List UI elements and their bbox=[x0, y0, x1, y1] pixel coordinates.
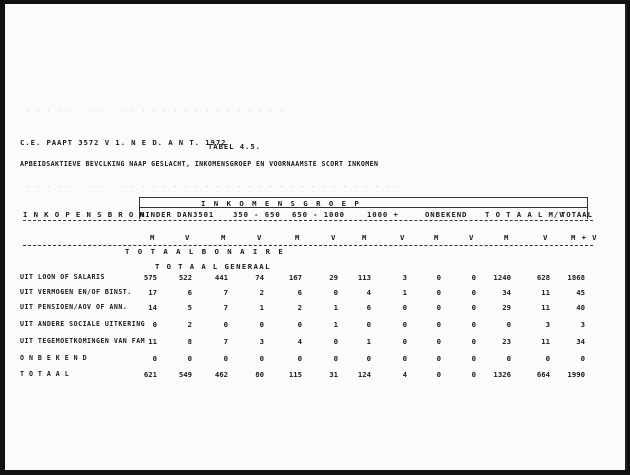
table-cell: 34 bbox=[576, 337, 585, 346]
table-cell: 3 bbox=[402, 273, 407, 282]
table-cell: 11 bbox=[541, 288, 550, 297]
table-cell: 621 bbox=[143, 370, 157, 379]
sex-header: M bbox=[150, 233, 156, 242]
header-rule-top bbox=[139, 197, 587, 198]
table-cell: 17 bbox=[148, 288, 157, 297]
table-cell: 167 bbox=[288, 273, 302, 282]
table-cell: 0 bbox=[366, 354, 371, 363]
table-cell: 6 bbox=[297, 288, 302, 297]
table-cell: 2 bbox=[297, 303, 302, 312]
table-cell: 45 bbox=[576, 288, 585, 297]
table-cell: 0 bbox=[333, 288, 338, 297]
table-cell: 0 bbox=[436, 273, 441, 282]
table-cell: 11 bbox=[148, 337, 157, 346]
table-cell: 0 bbox=[259, 320, 264, 329]
table-cell: 0 bbox=[506, 354, 511, 363]
table-cell: 6 bbox=[366, 303, 371, 312]
table-cell: 462 bbox=[214, 370, 228, 379]
table-cell: 124 bbox=[357, 370, 371, 379]
table-cell: 3 bbox=[580, 320, 585, 329]
table-cell: 7 bbox=[223, 303, 228, 312]
sex-header: V bbox=[400, 233, 406, 242]
bracket-header: 350 - 650 bbox=[233, 210, 281, 219]
table-cell: 1 bbox=[366, 337, 371, 346]
table-cell: 664 bbox=[536, 370, 550, 379]
table-cell: 34 bbox=[502, 288, 511, 297]
table-cell: 5 bbox=[187, 303, 192, 312]
sex-header: M bbox=[504, 233, 510, 242]
table-cell: 31 bbox=[329, 370, 338, 379]
bracket-header: TOTAAL bbox=[561, 210, 593, 219]
table-cell: 7 bbox=[223, 288, 228, 297]
table-cell: 0 bbox=[471, 320, 476, 329]
table-cell: 8 bbox=[187, 337, 192, 346]
table-cell: 0 bbox=[545, 354, 550, 363]
table-cell: 4 bbox=[297, 337, 302, 346]
row-label: UIT VERMOGEN EN/OF BINST. bbox=[20, 288, 132, 296]
table-cell: 11 bbox=[541, 337, 550, 346]
table-cell: 0 bbox=[471, 288, 476, 297]
table-cell: 0 bbox=[506, 320, 511, 329]
bracket-header: 650 - 1000 bbox=[292, 210, 345, 219]
table-cell: 522 bbox=[178, 273, 192, 282]
bleed-through-line: · · · · · · · · · · · · · · · · · · · · · · · · · · · · · · · · · · bbox=[25, 240, 380, 249]
table-cell: 0 bbox=[471, 273, 476, 282]
table-cell: 29 bbox=[329, 273, 338, 282]
bleed-through-line: · · · · · · · · · · · · · · · · · · · · · · · · · bbox=[25, 106, 285, 115]
table-cell: 1326 bbox=[493, 370, 511, 379]
bracket-header: 1000 + bbox=[367, 210, 399, 219]
table-cell: 0 bbox=[366, 320, 371, 329]
row-label: UIT LOON OF SALARIS bbox=[20, 273, 105, 281]
table-cell: 628 bbox=[536, 273, 550, 282]
table-cell: 3 bbox=[259, 337, 264, 346]
group-header: I N K O M E N S G R O E P bbox=[201, 199, 361, 208]
table-cell: 1240 bbox=[493, 273, 511, 282]
table-cell: 3 bbox=[545, 320, 550, 329]
sex-header: M bbox=[295, 233, 301, 242]
table-cell: 0 bbox=[580, 354, 585, 363]
header-rule-bottom bbox=[23, 220, 593, 221]
row-label: T O T A A L bbox=[20, 370, 70, 378]
table-cell: 0 bbox=[402, 337, 407, 346]
table-cell: 0 bbox=[223, 320, 228, 329]
table-cell: 0 bbox=[402, 354, 407, 363]
section-title: T O T A A L B O N A I R E bbox=[125, 247, 285, 256]
table-cell: 0 bbox=[436, 288, 441, 297]
table-cell: 0 bbox=[436, 303, 441, 312]
table-cell: 29 bbox=[502, 303, 511, 312]
row-label: O N B E K E N D bbox=[20, 354, 88, 362]
table-cell: 113 bbox=[357, 273, 371, 282]
table-cell: 0 bbox=[471, 303, 476, 312]
table-title: APBEIDSAKTIEVE BEVCLKING NAAP GESLACHT, INKOMENSGROEP EN VOORNAAMSTE SCORT INKOMEN bbox=[20, 160, 379, 168]
bracket-header: T O T A A L M/V bbox=[485, 210, 565, 219]
table-cell: 549 bbox=[178, 370, 192, 379]
table-cell: 6 bbox=[187, 288, 192, 297]
sex-header: V bbox=[331, 233, 337, 242]
table-cell: 1 bbox=[259, 303, 264, 312]
table-cell: 115 bbox=[288, 370, 302, 379]
table-cell: 441 bbox=[214, 273, 228, 282]
bracket-header: ONBEKEND bbox=[425, 210, 468, 219]
table-cell: 0 bbox=[187, 354, 192, 363]
table-cell: 23 bbox=[502, 337, 511, 346]
subsection-title: T O T A A L GENERAAL bbox=[155, 262, 271, 271]
table-cell: 0 bbox=[402, 303, 407, 312]
table-cell: 2 bbox=[187, 320, 192, 329]
table-cell: 0 bbox=[152, 354, 157, 363]
sex-header: M + V bbox=[571, 233, 598, 242]
table-cell: 7 bbox=[223, 337, 228, 346]
row-header-label: I N K O P E N S B R O N bbox=[23, 210, 145, 219]
sex-header: M bbox=[362, 233, 368, 242]
table-cell: 0 bbox=[297, 354, 302, 363]
table-cell: 0 bbox=[436, 337, 441, 346]
sex-header: V bbox=[469, 233, 475, 242]
table-cell: 40 bbox=[576, 303, 585, 312]
table-cell: 0 bbox=[152, 320, 157, 329]
bracket-header: MINDER DAN bbox=[140, 210, 193, 219]
sex-header: M bbox=[434, 233, 440, 242]
subheader-rule bbox=[23, 245, 593, 246]
sex-header: V bbox=[543, 233, 549, 242]
bracket-header: 3501 bbox=[193, 210, 215, 219]
table-cell: 4 bbox=[366, 288, 371, 297]
table-cell: 0 bbox=[223, 354, 228, 363]
table-cell: 575 bbox=[143, 273, 157, 282]
table-cell: 0 bbox=[333, 337, 338, 346]
source-line: C.E. PAAPT 3572 V 1. N E D. A N T. 1972 bbox=[20, 138, 227, 147]
row-label: UIT ANDERE SOCIALE UITKERING bbox=[20, 320, 146, 328]
table-cell: 0 bbox=[471, 337, 476, 346]
table-cell: 0 bbox=[402, 320, 407, 329]
table-cell: 1990 bbox=[567, 370, 585, 379]
sex-header: V bbox=[185, 233, 191, 242]
row-label: UIT TEGEMOETKOMINGEN VAN FAM bbox=[20, 337, 146, 345]
table-cell: 0 bbox=[259, 354, 264, 363]
table-cell: 1 bbox=[333, 303, 338, 312]
table-cell: 0 bbox=[333, 354, 338, 363]
table-cell: 4 bbox=[402, 370, 407, 379]
table-cell: 0 bbox=[471, 370, 476, 379]
scanned-page bbox=[5, 4, 627, 470]
bleed-through-line: · · · · · · · · · · · · · · · · · · · · · · · · · · · · · · · · · · · · bbox=[25, 182, 401, 191]
table-cell: 1 bbox=[333, 320, 338, 329]
table-cell: 0 bbox=[436, 370, 441, 379]
table-cell: 2 bbox=[259, 288, 264, 297]
table-id: TABEL 4.5. bbox=[208, 142, 261, 151]
table-cell: 1 bbox=[402, 288, 407, 297]
table-cell: 80 bbox=[255, 370, 264, 379]
table-cell: 0 bbox=[297, 320, 302, 329]
sex-header: M bbox=[221, 233, 227, 242]
table-cell: 0 bbox=[436, 354, 441, 363]
row-label: UIT PENSIOEN/AOV OF ANN. bbox=[20, 303, 128, 311]
table-cell: 14 bbox=[148, 303, 157, 312]
table-cell: 0 bbox=[436, 320, 441, 329]
table-cell: 11 bbox=[541, 303, 550, 312]
table-cell: 0 bbox=[471, 354, 476, 363]
table-cell: 1868 bbox=[567, 273, 585, 282]
sex-header: V bbox=[257, 233, 263, 242]
table-cell: 74 bbox=[255, 273, 264, 282]
